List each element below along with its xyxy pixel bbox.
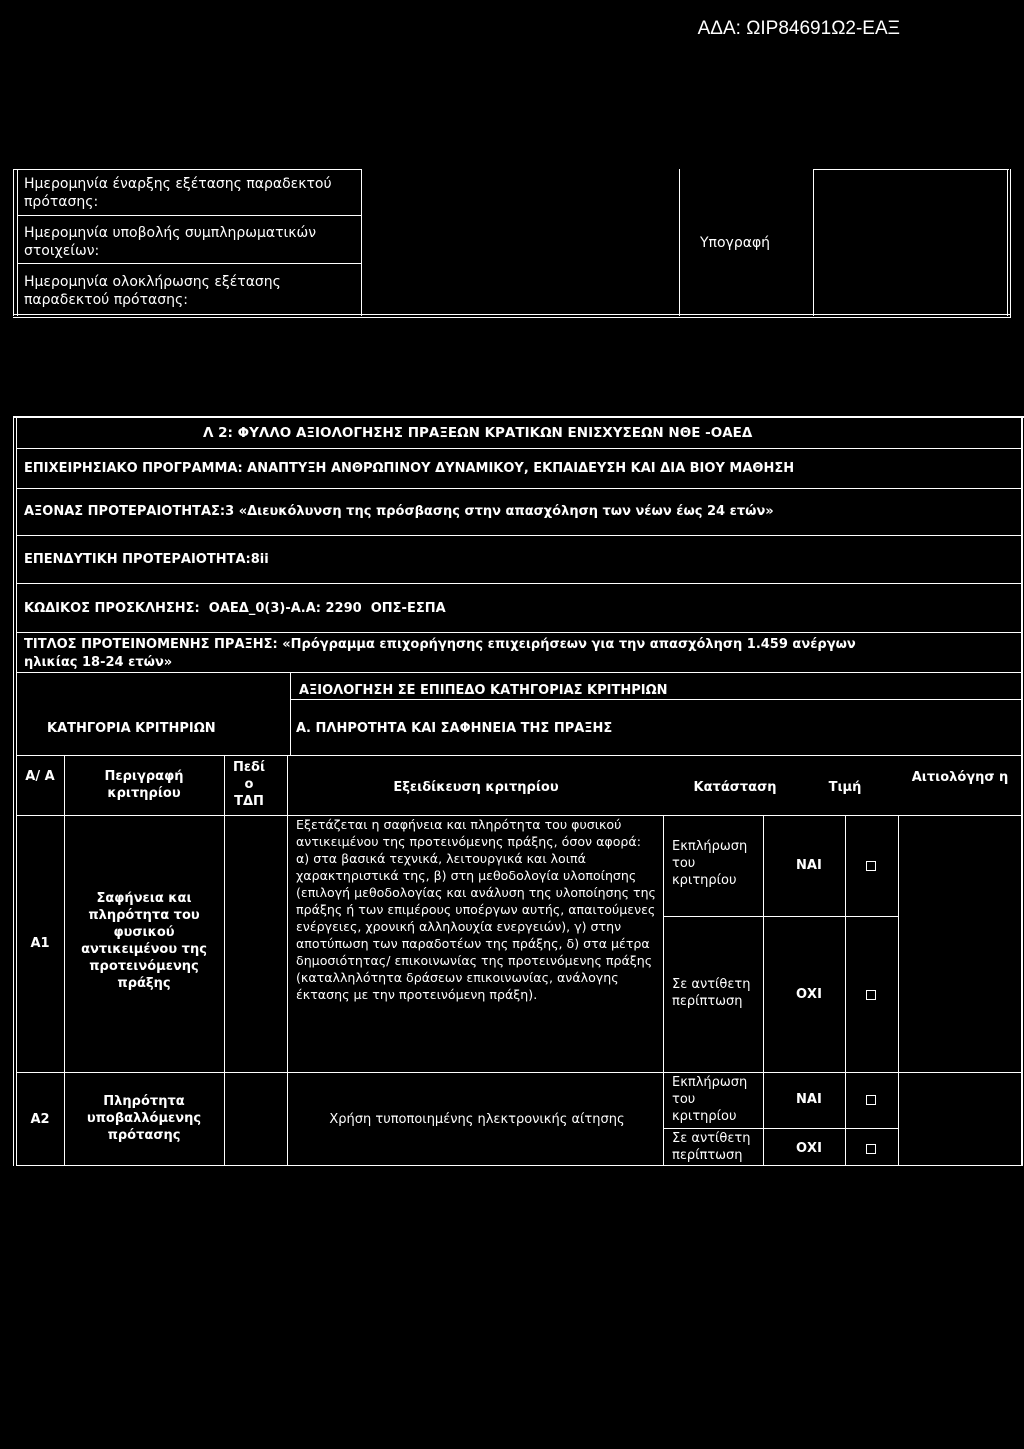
row-status-no: Σε αντίθετη περίπτωση	[672, 977, 751, 1009]
row-value-yes: ΝΑΙ	[796, 858, 822, 873]
row-status-yes: Εκπλήρωση του κριτηρίου	[672, 1075, 748, 1124]
row-status-yes: Εκπλήρωση του κριτηρίου	[672, 839, 748, 888]
col-header-status: Κατάσταση	[693, 780, 777, 795]
row-specification: Χρήση τυποποιημένης ηλεκτρονικής αίτησης	[329, 1112, 625, 1127]
call-code: ΚΩΔΙΚΟΣ ΠΡΟΣΚΛΗΣΗΣ: ΟΑΕΔ_0(3)-Α.Α: 2290 ΟΠΣ-ΕΣΠΑ	[24, 601, 446, 616]
act-title-value: «Πρόγραμμα επιχορήγησης επιχειρήσεων για την απασχόληση 1.459 ανέργων	[282, 637, 856, 652]
checkbox-yes[interactable]	[866, 1095, 876, 1105]
checkbox-no[interactable]	[866, 1144, 876, 1154]
investment-priority: ΕΠΕΝΔΥΤΙΚΗ ΠΡΟΤΕΡΑΙΟΤΗΤΑ:8ii	[24, 552, 269, 567]
form-title: Λ 2: ΦΥΛΛΟ ΑΞΙΟΛΟΓΗΣΗΣ ΠΡΑΞΕΩΝ ΚΡΑΤΙΚΩΝ ΕΝΙΣΧΥΣΕΩΝ ΝΘΕ -ΟΑΕΔ	[203, 425, 753, 441]
act-title-label: ΤΙΤΛΟΣ ΠΡΟΤΕΙΝΟΜΕΝΗΣ ΠΡΑΞΗΣ:	[24, 637, 278, 652]
col-header-field: Πεδί ο ΤΔΠ	[232, 760, 266, 809]
evaluation-header: ΑΞΙΟΛΟΓΗΣΗ ΣΕ ΕΠΙΠΕΔΟ ΚΑΤΗΓΟΡΙΑΣ ΚΡΙΤΗΡΙΩΝ	[299, 683, 668, 698]
date-start-label: Ημερομηνία έναρξης εξέτασης παραδεκτού πρότασης:	[24, 176, 332, 210]
col-header-value: Τιμή	[828, 780, 862, 795]
axis-label: ΑΞΟΝΑΣ ΠΡΟΤΕΡΑΙΟΤΗΤΑΣ:3	[24, 504, 235, 519]
checkbox-no[interactable]	[866, 990, 876, 1000]
checkbox-yes[interactable]	[866, 861, 876, 871]
row-description: Πληρότητα υποβαλλόμενης πρότασης	[86, 1094, 202, 1143]
date-supplement-label: Ημερομηνία υποβολής συμπληρωματικών στοιχείων:	[24, 225, 317, 259]
ada-code: ΑΔΑ: ΩΙΡ84691Ω2-ΕΑΞ	[697, 18, 900, 39]
category-label: ΚΑΤΗΓΟΡΙΑ ΚΡΙΤΗΡΙΩΝ	[47, 721, 216, 736]
row-description: Σαφήνεια και πληρότητα του φυσικού αντικειμένου της προτεινόμενης πράξης	[81, 891, 207, 991]
row-aa: Α2	[30, 1112, 50, 1127]
act-title-continued: ηλικίας 18-24 ετών»	[24, 655, 173, 670]
row-aa: Α1	[30, 936, 50, 951]
col-header-justification: Αιτιολόγησ η	[911, 770, 1009, 785]
row-value-yes: ΝΑΙ	[796, 1092, 822, 1107]
row-specification: Εξετάζεται η σαφήνεια και πληρότητα του φυσικού αντικειμένου της προτεινόμενης πράξης, όσον αφορά: α) στα βασικά τεχνικά, λειτουργικά και λοιπά χαρακτηριστικά της, β) στη μεθοδολογία υλοποίησης (επιλογή μεθοδολογίας και ανάλυση της υλοποίησης της πράξης ή των επιμέρους υποέργων αυτής, απαιτούμενες ενέργειες, χρονική αλληλουχία ενεργειών), γ) στην αποτύπωση των παραδοτέων της πράξης, δ) στα μέτρα δημοσιότητας/ επικοινωνίας της προτεινόμενης πράξης (καταλληλότητα δράσεων επικοινωνίας, ανάλογης έκτασης με την προτεινόμενη πράξη).	[296, 817, 656, 1002]
col-header-description: Περιγραφή κριτηρίου	[104, 769, 184, 801]
category-value: Α. ΠΛΗΡΟΤΗΤΑ ΚΑΙ ΣΑΦΗΝΕΙΑ ΤΗΣ ΠΡΑΞΗΣ	[296, 721, 613, 736]
row-status-no: Σε αντίθετη περίπτωση	[672, 1131, 751, 1163]
act-title	[24, 637, 856, 652]
col-header-aa: Α/ Α	[25, 769, 55, 784]
signature-label: Υπογραφή	[700, 235, 771, 251]
row-value-no: ΟΧΙ	[796, 987, 822, 1002]
col-header-specification: Εξειδίκευση κριτηρίου	[393, 780, 559, 795]
program-line: ΕΠΙΧΕΙΡΗΣΙΑΚΟ ΠΡΟΓΡΑΜΜΑ: ΑΝΑΠΤΥΞΗ ΑΝΘΡΩΠΙΝΟΥ ΔΥΝΑΜΙΚΟΥ, ΕΚΠΑΙΔΕΥΣΗ ΚΑΙ ΔΙΑ ΒΙΟΥ ΜΑΘΗΣΗ	[24, 461, 795, 476]
priority-axis	[24, 504, 774, 519]
row-value-no: ΟΧΙ	[796, 1141, 822, 1156]
axis-value: «Διευκόλυνση της πρόσβασης στην απασχόληση των νέων έως 24 ετών»	[238, 504, 774, 519]
date-complete-label: Ημερομηνία ολοκλήρωσης εξέτασης παραδεκτού πρότασης:	[24, 274, 281, 308]
